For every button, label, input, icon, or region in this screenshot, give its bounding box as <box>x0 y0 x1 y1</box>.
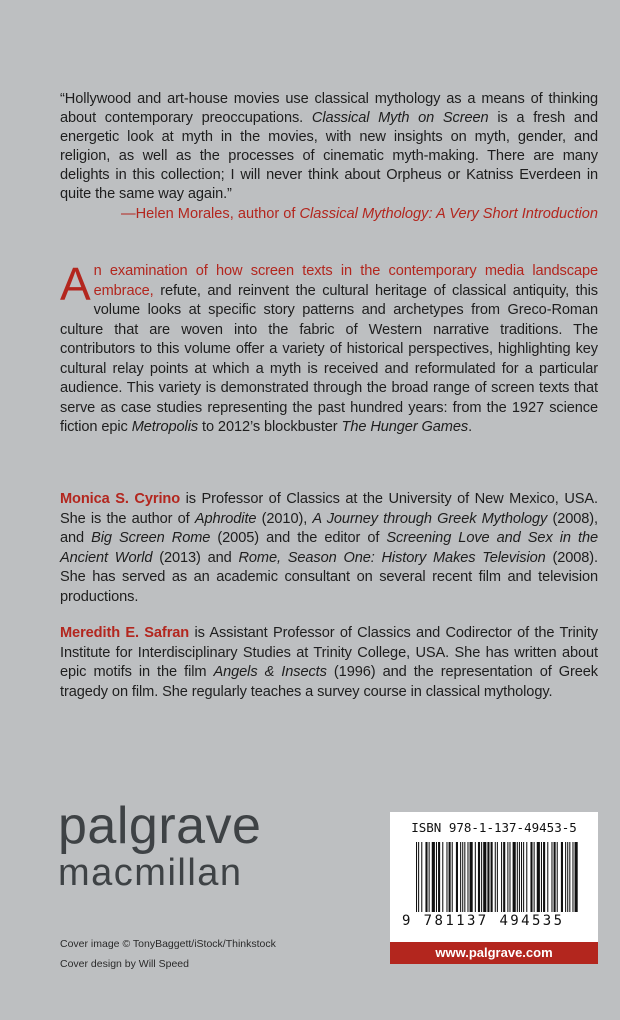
editor-bio-cyrino <box>60 490 598 607</box>
bio-text: is Professor of Classics at the University of New Mexico, USA. She is the author of <box>60 491 598 527</box>
barcode-bar <box>541 842 542 912</box>
barcode-bar <box>464 842 465 912</box>
cover-image-credit: Cover image © TonyBaggett/iStock/Thinkstock <box>60 938 276 950</box>
ean-digits: 9 781137 494535 <box>402 913 565 929</box>
barcode-bar <box>509 842 510 912</box>
barcode-bar <box>554 842 556 912</box>
barcode-bar <box>438 842 440 912</box>
barcode-bar <box>534 842 535 912</box>
barcode-bar <box>449 842 451 912</box>
barcode-bar <box>572 842 573 912</box>
bio-text: (2013) and <box>152 549 239 566</box>
barcode-bar <box>526 842 527 912</box>
logo-palgrave: palgrave <box>58 797 262 855</box>
barcode-icon <box>416 842 578 912</box>
barcode-bar <box>475 842 476 912</box>
barcode-bar <box>421 842 422 912</box>
film-title-hunger-games: The Hunger Games <box>341 419 469 435</box>
bio-book-title: Screening Love and Sex in the Ancient World <box>60 530 598 566</box>
barcode-bar <box>460 842 461 912</box>
barcode-bar <box>470 842 473 912</box>
editor-name: Meredith E. Safran <box>60 625 190 641</box>
barcode-bar <box>497 842 498 912</box>
barcode-bar <box>418 842 419 912</box>
bio-film-title: Angels & Insects <box>213 664 327 680</box>
barcode-bar <box>452 842 453 912</box>
barcode-bar <box>491 842 493 912</box>
attribution-book: Classical Mythology: A Very Short Introduction <box>299 206 598 222</box>
description-end: . <box>468 419 473 435</box>
barcode-bar <box>543 842 545 912</box>
attribution-name: —Helen Morales, <box>121 206 234 222</box>
barcode-bar <box>503 842 505 912</box>
bio-book-title: Big Screen Rome <box>91 530 211 546</box>
barcode-bar <box>565 842 566 912</box>
barcode-bar <box>551 842 552 912</box>
editor-bio-safran <box>60 624 598 702</box>
barcode-bar <box>575 842 578 912</box>
attribution-prefix: author of <box>233 206 300 222</box>
bio-book-title: Rome, Season One: History Makes Television <box>238 549 546 566</box>
barcode-bar <box>495 842 496 912</box>
barcode-panel <box>390 812 598 942</box>
publisher-logo <box>58 797 262 894</box>
description-mid: to 2012’s blockbuster <box>198 419 342 435</box>
logo-macmillan: macmillan <box>58 852 243 894</box>
barcode-bar <box>507 842 508 912</box>
barcode-bar <box>432 842 435 912</box>
bio-book-title: Aphrodite <box>194 510 257 527</box>
film-title-metropolis: Metropolis <box>131 419 199 435</box>
publisher-url: www.palgrave.com <box>390 942 598 964</box>
barcode-bar <box>446 842 447 912</box>
bio-text: (2008). She has served as an academic consultant on several recent film and television productions. <box>60 549 599 605</box>
barcode-bar <box>478 842 480 912</box>
cover-design-credit: Cover design by Will Speed <box>60 958 189 970</box>
barcode-bar <box>462 842 463 912</box>
description-lead: n examination of how screen texts in the contemporary media landscape embrace, <box>93 263 598 299</box>
barcode-bar <box>416 842 417 912</box>
barcode-bar <box>523 842 524 912</box>
drop-cap: A <box>60 258 91 310</box>
quote-text: “Hollywood and art-house movies use classical mythology as a means of thinking about contemporary preoccupations. <box>60 91 598 126</box>
barcode-bar <box>481 842 482 912</box>
bio-book-title: A Journey through Greek Mythology <box>312 510 548 527</box>
isbn-label: ISBN 978-1-137-49453-5 <box>411 820 577 835</box>
barcode-bar <box>425 842 427 912</box>
quote-book-title: Classical Myth on Screen <box>311 110 489 126</box>
quote-text-continued: is a fresh and energetic look at myth in the movies, with new insights on myth, gender, and religion, as well as the processes of cinematic myth-making. There are many delights in this collection; I will never think about Orpheus or Katniss Everdeen in quite the same way again.” <box>60 110 598 202</box>
barcode-bar <box>567 842 568 912</box>
description-text: refute, and reinvent the cultural heritage of classical antiquity, this volume looks at specific story patterns and archetypes from Greco-Roman culture that are woven into the fabric of Western narrative traditions. The contributors to this volume offer a variety of historical perspectives, highlighting key cultural relay points at which a myth is received and reformulated for a particular audience. This variety is demonstrated through the broad range of screen texts that serve as case studies representing the past hundred years: from the 1927 science fiction epic <box>60 282 598 435</box>
editor-name: Monica S. Cyrino <box>60 491 181 507</box>
barcode-bar <box>530 842 532 912</box>
bio-text: (2008), and <box>60 510 599 546</box>
barcode-bar <box>547 842 548 912</box>
barcode-bar <box>521 842 522 912</box>
barcode-bar <box>569 842 570 912</box>
barcode-bar <box>436 842 437 912</box>
barcode-bar <box>456 842 458 912</box>
bio-text: is Assistant Professor of Classics and Codirector of the Trinity Institute for Interdisciplinary Studies at Trinity College, USA. She has written about epic motifs in the film <box>60 625 598 680</box>
bio-text: (2005) and the editor of <box>210 530 387 546</box>
book-description <box>60 258 598 438</box>
barcode-bar <box>429 842 430 912</box>
barcode-bar <box>513 842 516 912</box>
barcode-bar <box>483 842 486 912</box>
barcode-bar <box>537 842 540 912</box>
barcode-bar <box>487 842 489 912</box>
cover-credits <box>60 934 276 974</box>
quote-attribution <box>60 205 598 224</box>
endorsement-quote <box>60 90 598 204</box>
barcode-bar <box>501 842 502 912</box>
barcode-bar <box>467 842 468 912</box>
barcode-bar <box>557 842 558 912</box>
bio-text: (1996) and the representation of Greek tragedy on film. She regularly teaches a survey course in classical mythology. <box>60 664 598 700</box>
barcode-bar <box>442 842 443 912</box>
bio-text: (2010), <box>256 510 313 527</box>
barcode-bar <box>561 842 563 912</box>
barcode-bar <box>517 842 518 912</box>
barcode-bar <box>519 842 520 912</box>
